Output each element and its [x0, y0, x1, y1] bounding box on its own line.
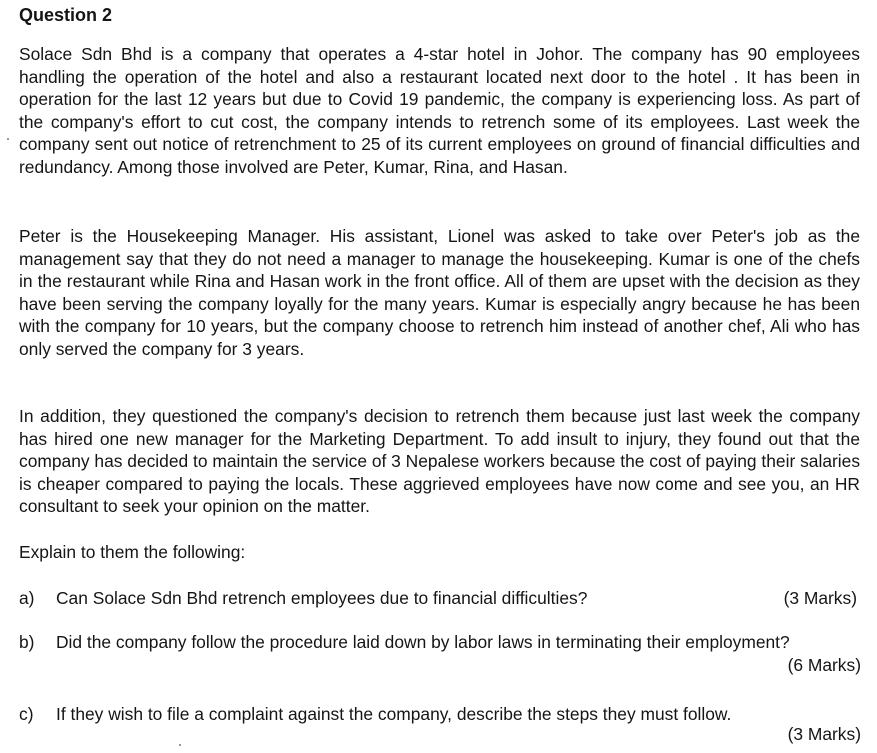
sub-question-marks: (3 Marks) [783, 588, 857, 608]
sub-question-text: If they wish to file a complaint against the company, describe the steps they must follow. [56, 704, 732, 724]
sub-question-b [19, 631, 861, 677]
case-paragraph-1: Solace Sdn Bhd is a company that operates a 4-star hotel in Johor. The company has 90 employees handling the operation of the hotel and also a restaurant located next door to the hotel . It has been in operation for the last 12 years but due to Covid 19 pandemic, the company is experiencing loss. As part of the company's effort to cut cost, the company intends to retrench some of its employees. Last week the company sent out notice of retrenchment to 25 of its current employees on ground of financial difficulties and redundancy. Among those involved are Peter, Kumar, Rina, and Hasan. [19, 44, 860, 177]
scan-speck [179, 744, 181, 746]
sub-question-c [19, 703, 861, 749]
scan-speck [7, 138, 9, 140]
case-paragraph-2: Peter is the Housekeeping Manager. His assistant, Lionel was asked to take over Peter's job as the management say that they do not need a manager to manage the housekeeping. Kumar is one of the chefs in the restaurant while Rina and Hasan work in the front office. All of them are upset with the decision as they have been serving the company loyally for the many years. Kumar is especially angry because he has been with the company for 10 years, but the company choose to retrench him instead of another chef, Ali who has only served the company for 3 years. [19, 226, 860, 359]
sub-question-text: Did the company follow the procedure laid down by labor laws in terminating their employment? [56, 632, 790, 652]
case-paragraph-3: In addition, they questioned the company's decision to retrench them because just last week the company has hired one new manager for the Marketing Department. To add insult to injury, they found out that the company has decided to maintain the service of 3 Nepalese workers because the cost of paying their salaries is cheaper compared to paying the locals. These aggrieved employees have now come and see you, an HR consultant to seek your opinion on the matter. [19, 406, 861, 517]
sub-question-marks: (3 Marks) [787, 724, 861, 744]
sub-question-letter: a) [19, 588, 35, 608]
instruction-text: Explain to them the following: [19, 542, 246, 562]
sub-question-marks: (6 Marks) [787, 654, 861, 675]
sub-question-a [19, 587, 861, 611]
sub-question-text: Can Solace Sdn Bhd retrench employees due to financial difficulties? [56, 588, 588, 608]
question-title: Question 2 [19, 5, 113, 25]
sub-question-letter: b) [19, 632, 35, 652]
sub-question-letter: c) [19, 704, 34, 724]
